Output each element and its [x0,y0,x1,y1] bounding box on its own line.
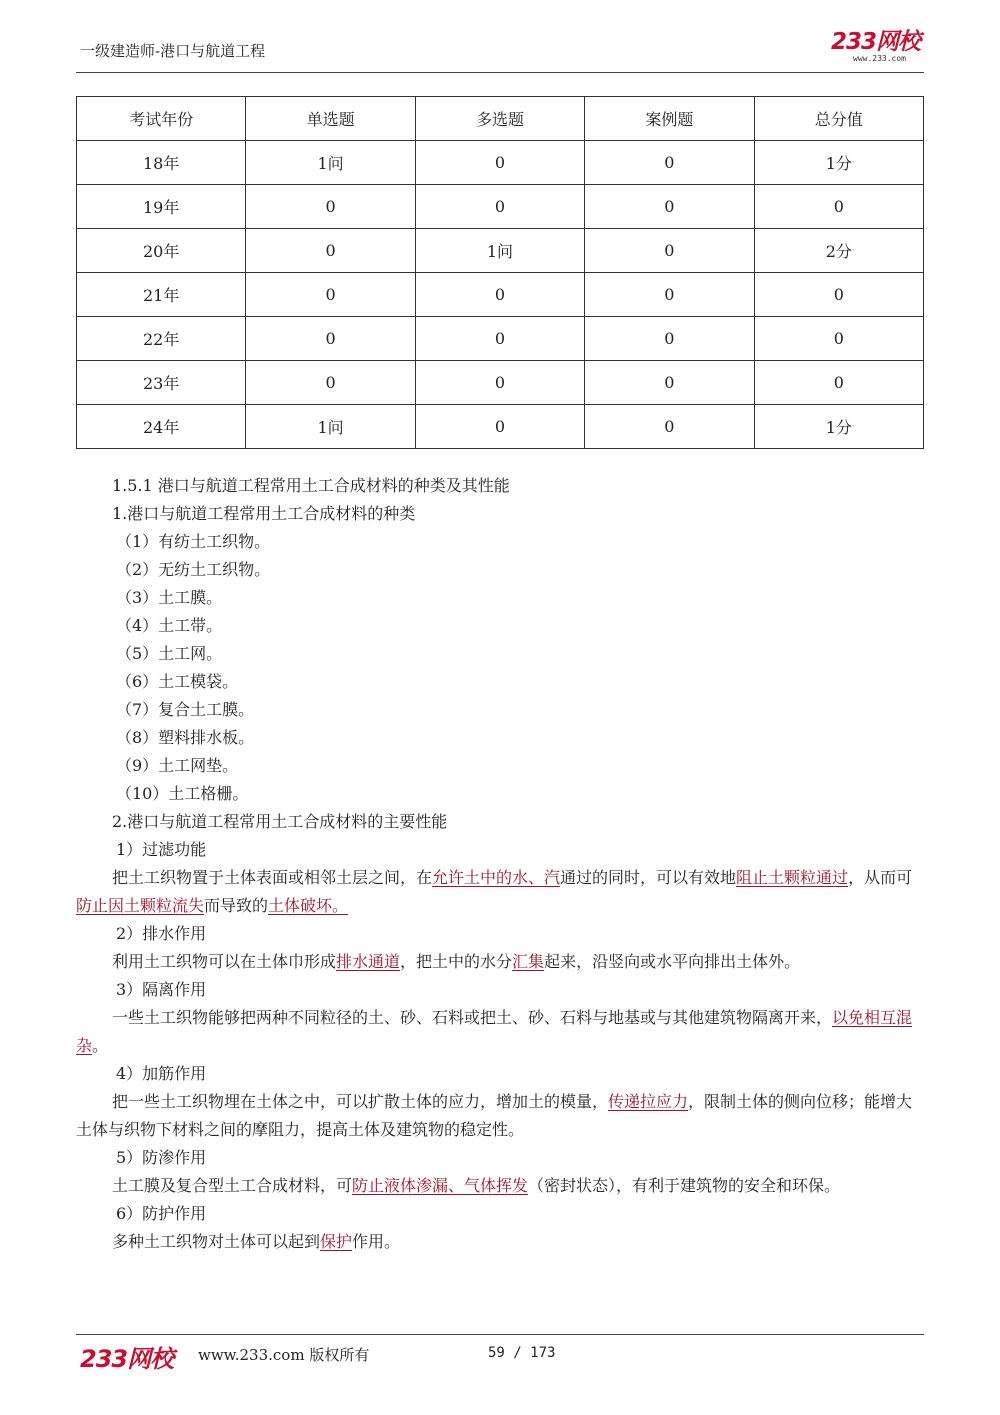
table-cell: 18年 [77,141,246,185]
table-cell: 23年 [77,361,246,405]
table-cell: 0 [585,141,754,185]
page-number: 59 / 173 [488,1345,556,1361]
text-run: 而导致的 [204,896,269,915]
text-run: 通过的同时，可以有效地 [560,868,737,887]
table-cell: 0 [585,185,754,229]
highlight-text: 保护 [320,1232,353,1251]
table-cell: 0 [585,273,754,317]
table-cell: 0 [415,317,584,361]
footer-copyright: www.233.com 版权所有 [198,1346,370,1364]
table-header-row [77,97,924,141]
document-body [76,472,924,1256]
table-header-cell: 案例题 [585,97,754,141]
table-cell: 1问 [415,229,584,273]
page-footer [76,1334,924,1375]
list-item: （1）有纺土工织物。 [116,532,271,551]
list-item: （3）土工膜。 [116,588,223,607]
table-cell: 0 [585,361,754,405]
highlight-text: 允许土中的水、汽 [432,868,561,887]
table-row [77,229,924,273]
table-cell: 21年 [77,273,246,317]
table-row [77,405,924,449]
highlight-text: 土体破坏。 [268,896,349,915]
page-header [76,28,924,73]
highlight-text: 防止因土颗粒流失 [76,896,205,915]
highlight-text: 排水通道 [336,952,401,971]
table-cell: 0 [415,361,584,405]
table-row [77,273,924,317]
highlight-text: 以免相互混杂 [76,1008,913,1055]
footer-logo: 233网校 [80,1345,174,1373]
table-cell: 1分 [754,141,923,185]
list-item: （8）塑料排水板。 [116,728,255,747]
table-cell: 0 [246,273,415,317]
logo-url: www.233.com [853,54,906,63]
text-run: 作用。 [352,1232,401,1251]
text-run: 利用土工织物可以在土体巾形成 [112,952,337,971]
table-row [77,317,924,361]
table-cell: 0 [415,405,584,449]
list-item: （2）无纺土工织物。 [116,560,271,579]
table-cell: 22年 [77,317,246,361]
subsection-title: 1.港口与航道工程常用土工合成材料的种类 [112,504,416,523]
table-cell: 0 [246,229,415,273]
function-paragraph [76,1172,924,1200]
table-cell: 0 [415,273,584,317]
text-run: 土工膜及复合型土工合成材料，可 [112,1176,353,1195]
table-header-cell: 单选题 [246,97,415,141]
function-heading: 4）加筋作用 [116,1064,207,1083]
table-row [77,361,924,405]
table-cell: 0 [415,141,584,185]
function-paragraph [76,1088,924,1144]
text-run: 把一些土工织物埋在土体之中，可以扩散土体的应力，增加土的模量， [112,1092,609,1111]
highlight-text: 传递拉应力 [608,1092,689,1111]
list-item: （6）土工模袋。 [116,672,239,691]
highlight-text: 阻止土颗粒通过 [736,868,849,887]
text-run: 把土工织物置于土体表面或相邻土层之间，在 [112,868,433,887]
list-item: （10）土工格栅。 [116,784,249,803]
table-cell: 0 [415,185,584,229]
table-cell: 1问 [246,405,415,449]
text-run: ，从而可 [848,868,913,887]
table-cell: 0 [754,185,923,229]
exam-stats-table [76,96,924,449]
table-cell: 0 [754,317,923,361]
table-cell: 1分 [754,405,923,449]
list-item: （5）土工网。 [116,644,223,663]
text-run: 一些土工织物能够把两种不同粒径的土、砂、石料或把土、砂、石料与地基或与其他建筑物隔离开来， [112,1008,833,1027]
table-cell: 0 [754,361,923,405]
highlight-text: 汇集 [512,952,545,971]
function-paragraph [76,864,924,920]
table-cell: 0 [246,185,415,229]
table-cell: 0 [585,405,754,449]
table-cell: 0 [246,317,415,361]
function-heading: 5）防渗作用 [116,1148,207,1167]
highlight-text: 防止液体渗漏、气体挥发 [352,1176,529,1195]
logo-text: 233网校 [830,29,920,55]
table-cell: 0 [585,317,754,361]
table-header-cell: 总分值 [754,97,923,141]
list-item: （7）复合土工膜。 [116,700,255,719]
table-header-cell: 多选题 [415,97,584,141]
table-header-cell: 考试年份 [77,97,246,141]
function-heading: 3）隔离作用 [116,980,207,999]
function-paragraph [76,948,924,976]
table-cell: 0 [754,273,923,317]
text-run: 多种土工织物对土体可以起到 [112,1232,321,1251]
header-title: 一级建造师-港口与航道工程 [80,42,266,60]
text-run: 。 [92,1036,109,1055]
section-title: 1.5.1 港口与航道工程常用土工合成材料的种类及其性能 [112,476,510,495]
brand-logo [831,30,920,63]
table-cell: 2分 [754,229,923,273]
function-heading: 1）过滤功能 [116,840,207,859]
table-cell: 24年 [77,405,246,449]
text-run: ，把土中的水分 [400,952,513,971]
subsection-title: 2.港口与航道工程常用土工合成材料的主要性能 [112,812,448,831]
text-run: 起来，沿竖向或水平向排出土体外。 [544,952,801,971]
text-run: ，限制土体的侧向位移；能增大土体与织物下材料之间的摩阻力，提高土体及建筑物的稳定性。 [76,1092,913,1139]
table-cell: 0 [585,229,754,273]
table-row [77,185,924,229]
table-cell: 1问 [246,141,415,185]
function-heading: 6）防护作用 [116,1204,207,1223]
function-paragraph [76,1228,924,1256]
table-cell: 19年 [77,185,246,229]
table-row [77,141,924,185]
text-run: （密封状态），有利于建筑物的安全和环保。 [528,1176,841,1195]
function-paragraph [76,1004,924,1060]
table-cell: 20年 [77,229,246,273]
function-heading: 2）排水作用 [116,924,207,943]
table-cell: 0 [246,361,415,405]
list-item: （4）土工带。 [116,616,223,635]
list-item: （9）土工网垫。 [116,756,239,775]
